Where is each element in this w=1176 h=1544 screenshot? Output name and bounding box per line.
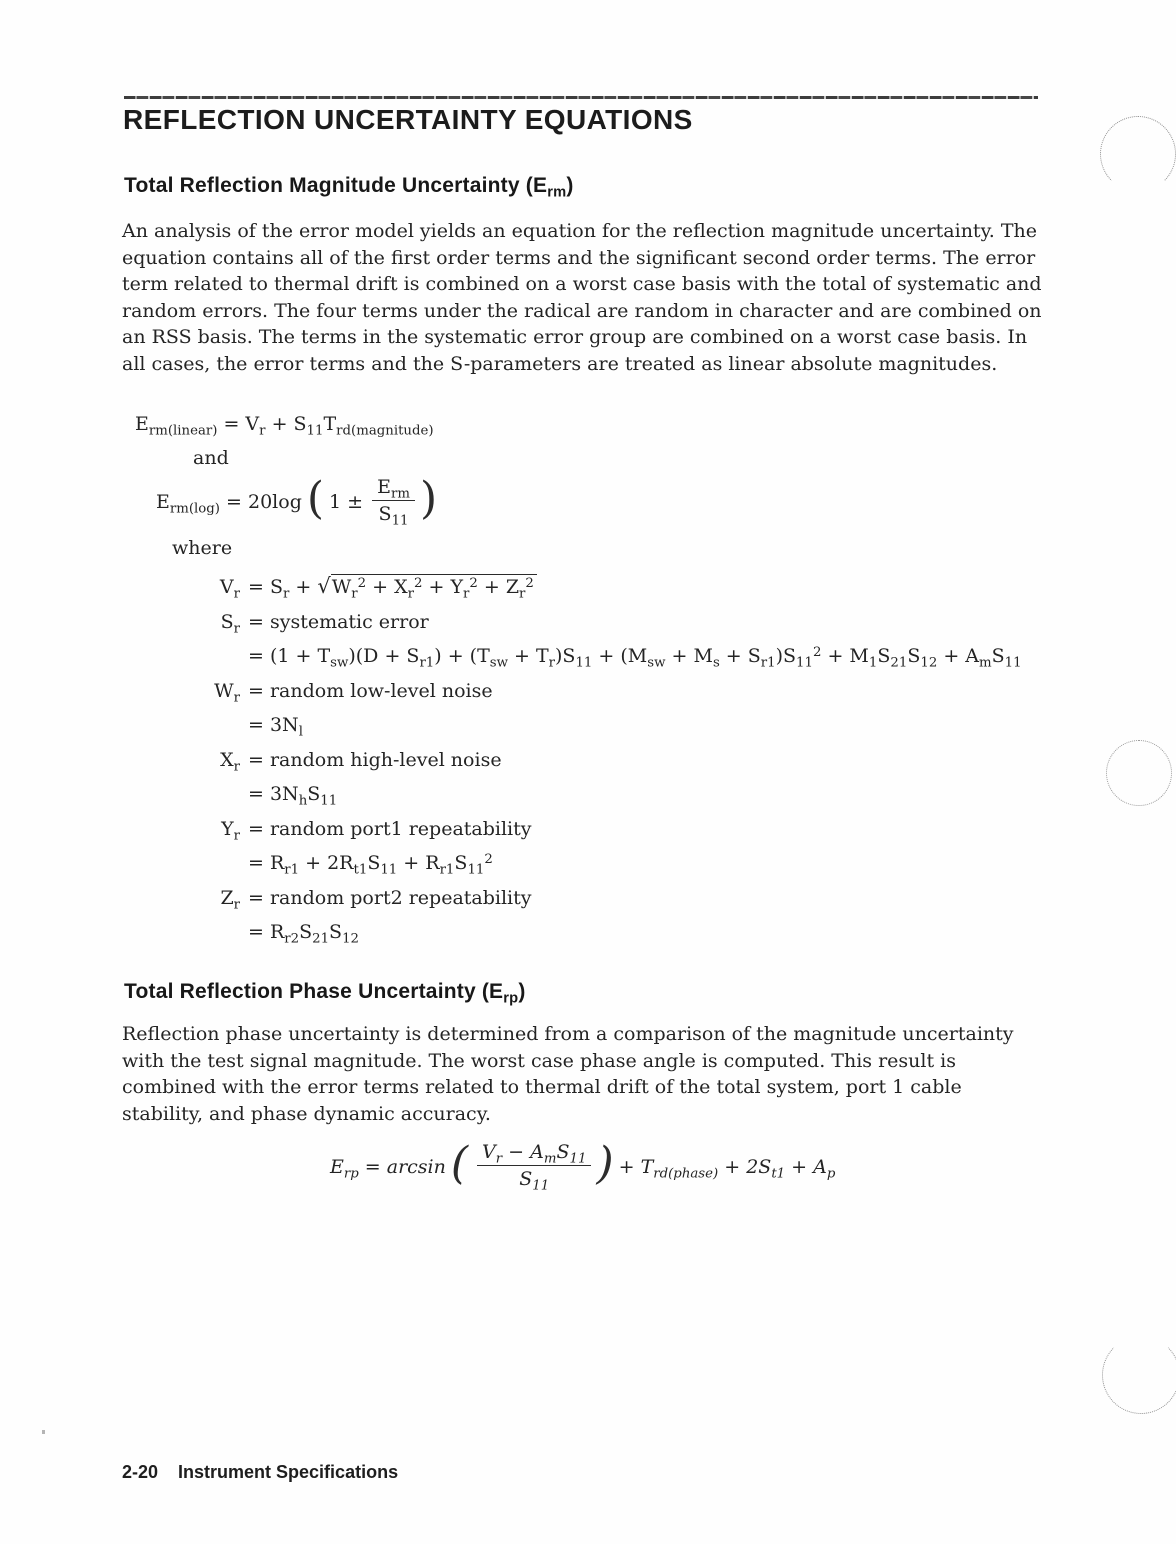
fraction-denominator: $S_{11}$	[519, 1167, 550, 1193]
equation-erm-log	[156, 472, 442, 532]
body-paragraph-phase: Reflection phase uncertainty is determined from a comparison of the magnitude uncertainty with the test signal magnitude. The worst case phase angle is computed. This result is combined with the error terms related to thermal drift of the total system, port 1 cable stability, and phase dynamic accuracy.	[122, 1023, 1014, 1125]
section-heading-phase: Total Reflection Phase Uncertainty $(E_{rp})$	[124, 980, 526, 1007]
footer-label: Instrument Specifications	[178, 1462, 399, 1482]
definition-term: $W_r$	[214, 679, 240, 705]
fraction	[372, 475, 415, 528]
page-footer	[122, 1462, 398, 1483]
definitions-list	[200, 569, 1022, 950]
fraction	[477, 1140, 591, 1193]
equation-lhs: $E_{rp} = \arcsin$	[330, 1156, 446, 1182]
where-label: where	[172, 537, 233, 559]
page-title: REFLECTION UNCERTAINTY EQUATIONS	[123, 104, 693, 135]
hole-punch-artifact	[1106, 740, 1172, 806]
and-label: and	[193, 447, 229, 469]
definition-row	[200, 605, 1022, 640]
definition-expression: = random high-level noise	[248, 748, 502, 771]
definition-row	[200, 881, 1022, 916]
hole-punch-artifact	[1100, 116, 1176, 192]
definition-row	[200, 569, 1022, 605]
definition-expression: = $3N_hS_{11}$	[248, 783, 338, 809]
definition-row	[200, 846, 1022, 881]
definition-term: $S_r$	[220, 610, 240, 636]
definition-row	[200, 812, 1022, 847]
right-paren: )	[419, 473, 438, 524]
definition-expression: = systematic error	[248, 610, 429, 633]
definition-expression: = $(1 + T_{sw})(D + S_{r1}) + (T_{sw} + T_r)S_{11} + (M_{sw} + M_s + S_{r1})S_{11}^2 + M_1S_{21}S_{12} + A_mS_{11}$	[248, 645, 1022, 671]
definition-expression: = random port1 repeatability	[248, 817, 532, 840]
fraction-numerator: $E_{rm}$	[372, 476, 415, 501]
definition-term: $V_r$	[219, 576, 240, 602]
scan-speck	[42, 1430, 45, 1434]
equation-lhs: $E_{rm(log)} = 20\log$	[156, 491, 302, 517]
equation-erm-linear: $E_{rm(linear)} = V_r + S_{11}T_{rd(magnitude)}$	[135, 413, 434, 439]
definition-expression: = $R_{r2}S_{21}S_{12}$	[248, 921, 359, 947]
definition-expression: = random port2 repeatability	[248, 886, 532, 909]
definition-expression: = $S_r + √W_r^2 + X_r^2 + Y_r^2 + Z_r^2$	[248, 576, 537, 598]
definition-term: $X_r$	[220, 748, 240, 774]
page-number: 2-20	[122, 1462, 159, 1482]
definition-row	[200, 674, 1022, 709]
definition-row	[200, 743, 1022, 778]
definition-expression: = $R_{r1} + 2R_{t1}S_{11} + R_{r1}S_{11}^2$	[248, 852, 493, 878]
left-paren: (	[450, 1138, 469, 1189]
right-paren: )	[596, 1138, 614, 1189]
equation-inner: 1 ±	[329, 491, 364, 513]
definition-row	[200, 915, 1022, 950]
definition-row	[200, 708, 1022, 743]
definition-row	[200, 639, 1022, 674]
definition-term: $Z_r$	[220, 886, 240, 912]
definition-expression: = random low-level noise	[248, 679, 493, 702]
fraction-denominator: $S_{11}$	[378, 502, 409, 528]
left-paren: (	[306, 473, 325, 524]
fraction-numerator: $V_r - A_mS_{11}$	[477, 1141, 591, 1166]
section-heading-magnitude: Total Reflection Magnitude Uncertainty $(E_{rm})$	[124, 174, 574, 201]
hole-punch-artifact	[1102, 1336, 1176, 1414]
equation-erp	[330, 1136, 840, 1198]
definition-row	[200, 777, 1022, 812]
definition-term: $Y_r$	[221, 817, 240, 843]
body-paragraph-magnitude: An analysis of the error model yields an equation for the reflection magnitude uncertainty. The equation contains all of the first order terms and the significant second order terms. The error term related to thermal drift is combined on a worst case basis with the total of systematic and random errors. The four terms under the radical are random in character and are combined on an RSS basis. The terms in the systematic error group are combined on a worst case basis. In all cases, the error terms and the S-parameters are treated as linear absolute magnitudes.	[122, 220, 1042, 375]
definition-expression: = $3N_l$	[248, 714, 303, 740]
equation-rhs: + $T_{rd(phase)} + 2S_{t1} + A_p$	[618, 1156, 836, 1182]
title-rule	[124, 96, 1038, 99]
